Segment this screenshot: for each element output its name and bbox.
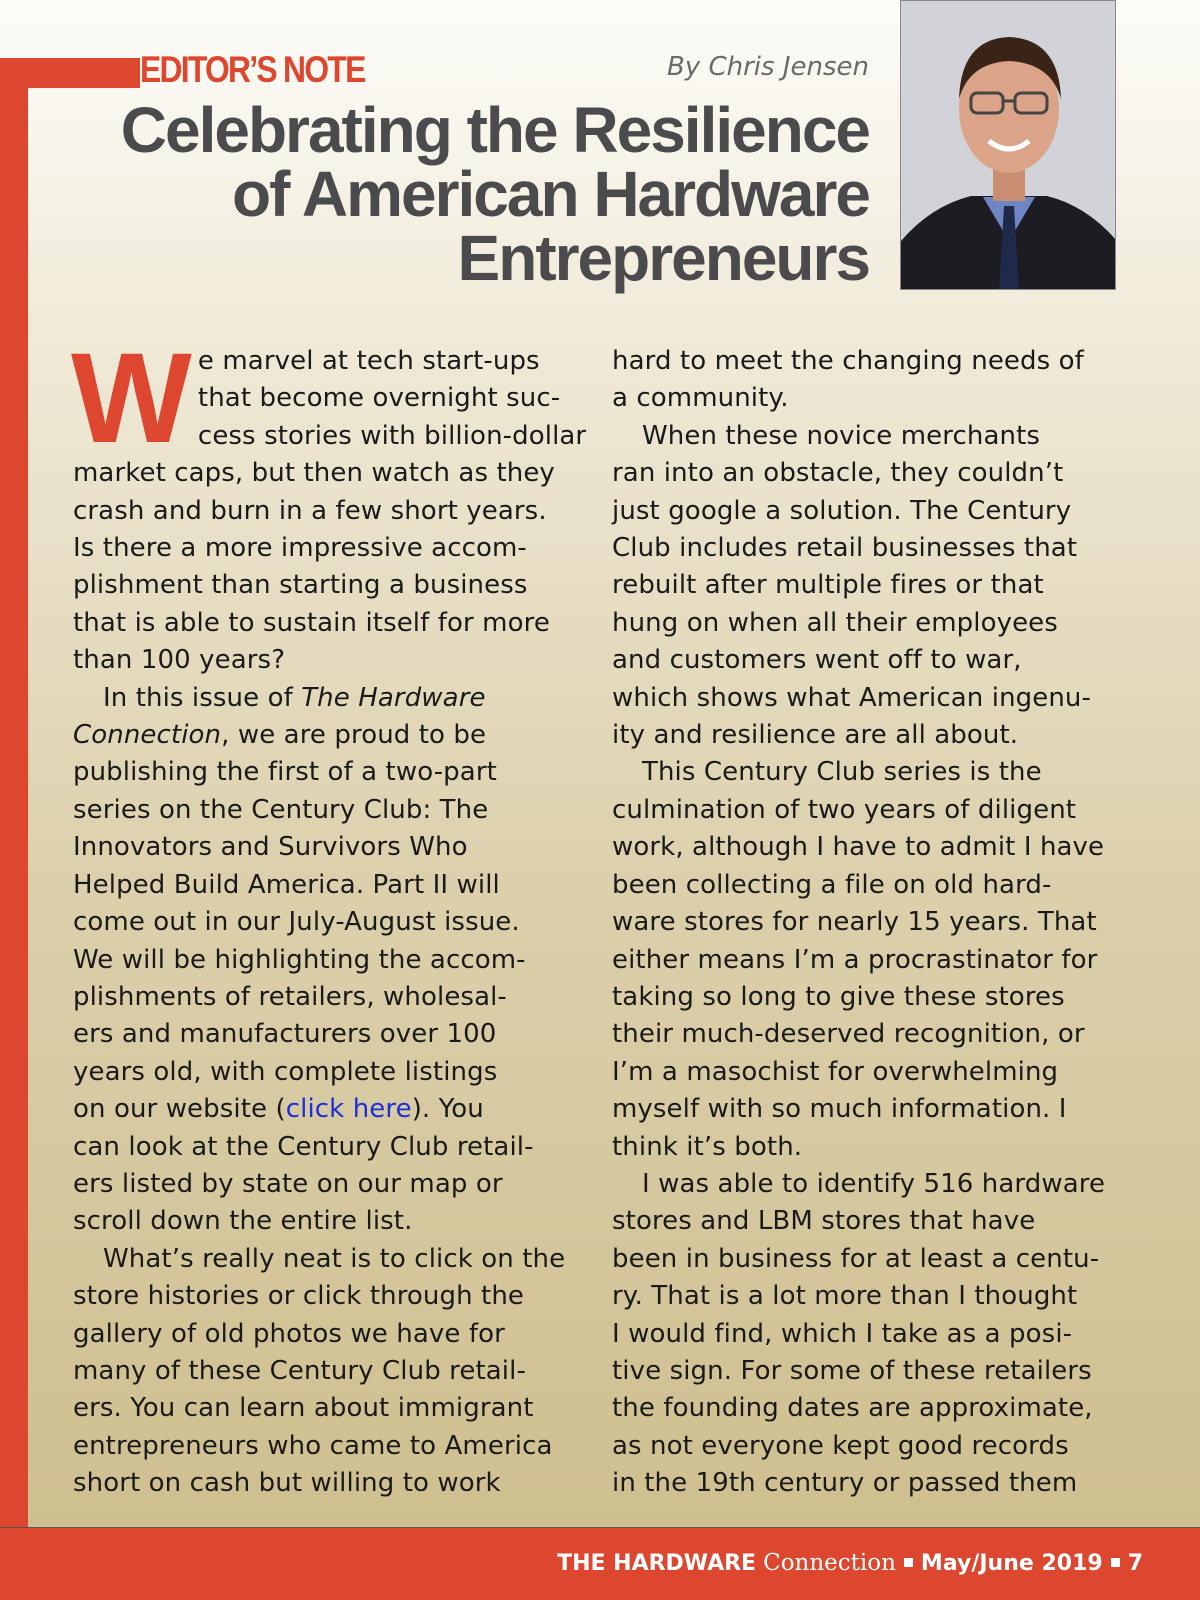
text-line: publishing the first of a two-part [73,757,497,788]
text-line: tive sign. For some of these retailers [612,1355,1092,1386]
text-run: , we are proud to be [221,720,487,751]
footer-issue: May/June 2019 [920,1551,1103,1576]
byline: By Chris Jensen [666,52,869,82]
text-line: taking so long to give these stores [612,981,1065,1012]
text-line: ran into an obstacle, they couldn’t [612,458,1064,489]
text-line: that is able to sustain itself for more [73,607,550,638]
accent-left-bar [0,58,28,1528]
headline [109,94,869,294]
text-line: and customers went off to war, [612,645,1022,676]
text-line: scroll down the entire list. [73,1206,413,1237]
text-run: on our website ( [73,1094,286,1125]
text-line: What’s really neat is to click on the [103,1243,566,1274]
footer-brand-serif: Connection [763,1550,896,1576]
text-line: ity and resilience are all about. [612,720,1019,751]
bullet-square-icon [1111,1558,1120,1567]
headline-line: Celebrating the Resilience [120,94,869,166]
publication-title: The Hardware [301,682,486,713]
text-line: than 100 years? [73,645,286,676]
text-line: hard to meet the changing needs of [612,346,1084,376]
text-line: can look at the Century Club retail- [73,1131,534,1162]
text-line: a community. [612,383,789,414]
text-line: just google a solution. The Century [612,495,1072,526]
text-line: Is there a more impressive accom- [73,533,527,564]
text-run: ). You [411,1094,484,1125]
text-line: been in business for at least a centu- [612,1243,1100,1274]
text-line: been collecting a file on old hard- [612,869,1052,900]
text-line: ry. That is a lot more than I thought [612,1281,1078,1312]
text-line: gallery of old photos we have for [73,1318,505,1349]
text-line: think it’s both. [612,1131,803,1162]
text-line: When these novice merchants [642,420,1041,451]
text-line: in the 19th century or passed them [612,1468,1078,1499]
text-line: culmination of two years of diligent [612,794,1077,825]
text-line: as not everyone kept good records [612,1430,1069,1461]
text-line [73,680,598,717]
text-line: many of these Century Club retail- [73,1355,526,1386]
text-line [73,1091,598,1128]
text-run: In this issue of [103,682,302,713]
text-line: rebuilt after multiple fires or that [612,570,1044,601]
text-line: We will be highlighting the accom- [73,944,526,975]
text-line: This Century Club series is the [642,757,1042,788]
text-line: hung on when all their employees [612,607,1058,638]
drop-cap: W [71,327,192,470]
text-line: their much-deserved recognition, or [612,1019,1085,1050]
headline-line: of American Hardware [232,158,869,230]
text-line: which shows what American ingenu- [612,682,1091,713]
text-line: short on cash but willing to work [73,1468,501,1499]
footer-folio [557,1550,1143,1576]
text-line: Innovators and Survivors Who [73,832,468,863]
portrait-photo-icon [901,1,1116,290]
headline-line: Entrepreneurs [457,222,869,294]
article-column-1 [71,327,598,1503]
text-line: store histories or click through the [73,1281,525,1312]
text-line: Helped Build America. Part II will [73,869,500,900]
text-line: I’m a masochist for overwhelming [612,1056,1059,1087]
text-line: plishment than starting a business [73,570,528,601]
text-line: I would find, which I take as a posi- [612,1318,1073,1349]
article-column-2 [612,343,1132,1503]
footer-brand-bold: THE HARDWARE [557,1551,757,1576]
text-line: entrepreneurs who came to America [73,1430,553,1461]
text-line: cess stories with billion-dollar [197,420,587,451]
text-line: years old, with complete listings [73,1056,498,1087]
text-line: Club includes retail businesses that [612,533,1078,564]
page-number: 7 [1127,1551,1143,1576]
text-line: myself with so much information. I [612,1094,1067,1125]
text-line: stores and LBM stores that have [612,1206,1036,1237]
text-line: crash and burn in a few short years. [73,495,547,526]
text-line: ers and manufacturers over 100 [73,1019,497,1050]
click-here-link[interactable]: click here [285,1094,412,1125]
text-line: e marvel at tech start-ups [197,346,540,376]
text-line [73,717,598,754]
text-line: I was able to identify 516 hardware [642,1168,1106,1199]
text-line: ers. You can learn about immigrant [73,1393,534,1424]
text-line: come out in our July-August issue. [73,907,520,938]
bullet-square-icon [904,1558,913,1567]
section-kicker: EDITOR’S NOTE [140,49,365,90]
text-line: that become overnight suc- [197,383,561,414]
text-line: series on the Century Club: The [73,794,489,825]
text-line: work, although I have to admit I have [612,832,1105,863]
text-line: either means I’m a procrastinator for [612,944,1098,975]
text-line: the founding dates are approximate, [612,1393,1093,1424]
accent-top-bar [0,58,140,88]
author-photo [900,0,1116,290]
text-line: ers listed by state on our map or [73,1168,503,1199]
text-line: ware stores for nearly 15 years. That [612,907,1097,938]
text-line: plishments of retailers, wholesal- [73,981,507,1012]
text-line: market caps, but then watch as they [73,458,555,489]
publication-title: Connection [73,720,222,751]
